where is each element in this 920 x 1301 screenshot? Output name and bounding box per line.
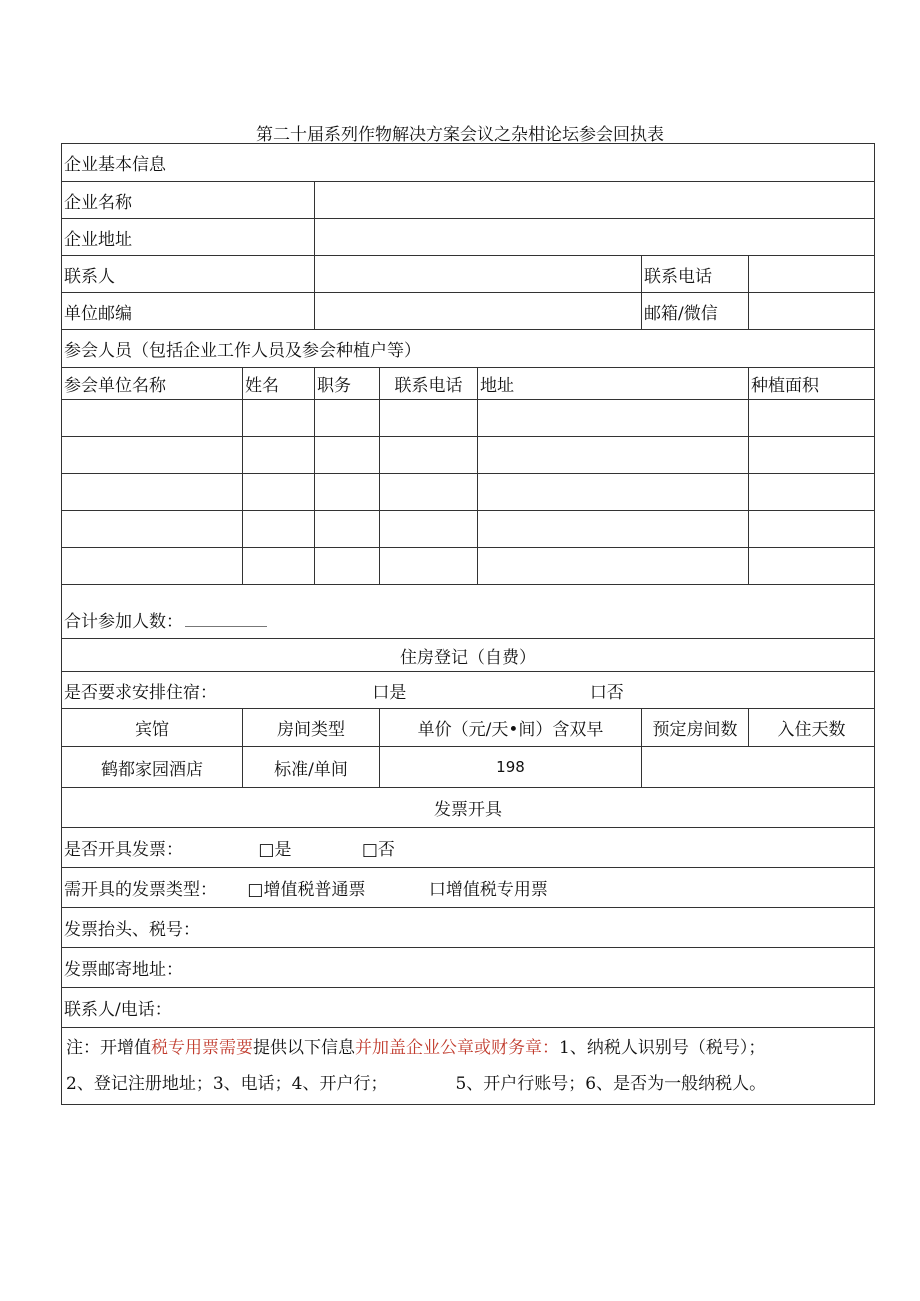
attendee-cell[interactable] — [62, 511, 243, 548]
company-name-label: 企业名称 — [62, 182, 315, 219]
header-area: 种植面积 — [749, 368, 875, 400]
email-wechat-label: 邮箱/微信 — [642, 293, 749, 330]
invoice-type-normal-option[interactable]: □增值税普通票 — [247, 880, 366, 900]
invoice-type-special-option[interactable]: 口增值税专用票 — [428, 880, 548, 900]
invoice-contact-label: 联系人/电话： — [64, 1000, 172, 1020]
company-name-field[interactable] — [315, 182, 875, 219]
invoice-no-option[interactable]: □否 — [361, 840, 395, 860]
registration-form — [61, 143, 875, 1105]
total-attendees-field[interactable] — [185, 612, 267, 627]
attendee-cell[interactable] — [243, 511, 315, 548]
company-address-field[interactable] — [315, 219, 875, 256]
invoice-mail-address-row[interactable] — [62, 948, 875, 988]
attendee-cell[interactable] — [478, 437, 749, 474]
attendee-cell[interactable] — [62, 474, 243, 511]
email-wechat-field[interactable] — [749, 293, 875, 330]
attendee-row — [62, 400, 875, 437]
attendee-row — [62, 548, 875, 585]
invoice-yes-option[interactable]: □是 — [258, 840, 292, 860]
note-line-1 — [64, 1030, 872, 1066]
attendee-cell[interactable] — [380, 400, 478, 437]
header-name: 姓名 — [243, 368, 315, 400]
attendee-cell[interactable] — [380, 548, 478, 585]
lodging-header-room-type: 房间类型 — [243, 709, 380, 747]
attendee-cell[interactable] — [478, 548, 749, 585]
attendee-cell[interactable] — [380, 511, 478, 548]
note-cell — [62, 1028, 875, 1105]
lodging-header-rooms: 预定房间数 — [642, 709, 749, 747]
header-unit-name: 参会单位名称 — [62, 368, 243, 400]
attendee-cell[interactable] — [315, 511, 380, 548]
header-phone: 联系电话 — [380, 368, 478, 400]
lodging-question: 是否要求安排住宿： — [64, 682, 217, 703]
attendee-cell[interactable] — [243, 400, 315, 437]
header-address: 地址 — [478, 368, 749, 400]
total-attendees — [62, 585, 875, 639]
attendee-cell[interactable] — [380, 437, 478, 474]
invoice-question-row — [62, 828, 875, 868]
note-part-5: 1、纳税人识别号（税号）； — [559, 1038, 766, 1058]
contact-label: 联系人 — [62, 256, 315, 293]
contact-phone-field[interactable] — [749, 256, 875, 293]
postcode-field[interactable] — [315, 293, 642, 330]
invoice-question: 是否开具发票： — [64, 840, 183, 860]
contact-phone-label: 联系电话 — [642, 256, 749, 293]
attendee-cell[interactable] — [478, 400, 749, 437]
attendee-cell[interactable] — [315, 548, 380, 585]
note-line-2a: 2、登记注册地址；3、电话；4、开户行； — [66, 1074, 388, 1094]
invoice-contact-row[interactable] — [62, 988, 875, 1028]
attendee-cell[interactable] — [749, 437, 875, 474]
attendee-cell[interactable] — [749, 511, 875, 548]
attendee-cell[interactable] — [243, 548, 315, 585]
attendee-cell[interactable] — [315, 437, 380, 474]
header-position: 职务 — [315, 368, 380, 400]
attendee-cell[interactable] — [243, 437, 315, 474]
attendee-cell[interactable] — [315, 474, 380, 511]
note-part-1: 注：开增值 — [66, 1038, 151, 1058]
section-basic-info: 企业基本信息 — [62, 144, 875, 182]
lodging-header-price: 单价（元/天•间）含双早 — [380, 709, 642, 747]
invoice-type-row — [62, 868, 875, 908]
room-type: 标准/单间 — [243, 747, 380, 788]
attendee-cell[interactable] — [749, 548, 875, 585]
section-attendees: 参会人员（包括企业工作人员及参会种植户等） — [62, 330, 875, 368]
attendee-cell[interactable] — [478, 511, 749, 548]
note-part-4: 并加盖企业公章或财务章： — [355, 1038, 559, 1058]
attendee-cell[interactable] — [749, 400, 875, 437]
attendee-row — [62, 437, 875, 474]
section-invoice: 发票开具 — [62, 788, 875, 828]
attendee-cell[interactable] — [478, 474, 749, 511]
lodging-no-option[interactable]: 口否 — [589, 682, 624, 703]
room-price: 198 — [380, 747, 642, 788]
invoice-title-tax-row[interactable] — [62, 908, 875, 948]
lodging-yes-option[interactable]: 口是 — [372, 682, 407, 703]
total-attendees-label: 合计参加人数： — [64, 612, 183, 632]
lodging-question-row — [62, 672, 875, 709]
note-part-3: 提供以下信息 — [253, 1038, 355, 1058]
note-line-2b: 5、开户行账号；6、是否为一般纳税人。 — [455, 1074, 767, 1094]
hotel-name: 鹤都家园酒店 — [62, 747, 243, 788]
note-line-2 — [64, 1066, 872, 1102]
attendee-cell[interactable] — [380, 474, 478, 511]
form-title: 第二十届系列作物解决方案会议之杂柑论坛参会回执表 — [256, 125, 664, 145]
rooms-days-field[interactable] — [642, 747, 875, 788]
lodging-header-hotel: 宾馆 — [62, 709, 243, 747]
invoice-mail-address-label: 发票邮寄地址： — [64, 960, 183, 980]
attendee-cell[interactable] — [62, 437, 243, 474]
attendee-row — [62, 474, 875, 511]
attendee-cell[interactable] — [62, 548, 243, 585]
attendee-cell[interactable] — [749, 474, 875, 511]
invoice-title-tax-label: 发票抬头、税号： — [64, 920, 200, 940]
postcode-label: 单位邮编 — [62, 293, 315, 330]
note-part-2: 税专用票需要 — [151, 1038, 253, 1058]
attendee-cell[interactable] — [243, 474, 315, 511]
invoice-type-label: 需开具的发票类型： — [64, 880, 217, 900]
attendee-cell[interactable] — [315, 400, 380, 437]
lodging-header-days: 入住天数 — [749, 709, 875, 747]
section-lodging: 住房登记（自费） — [62, 639, 875, 672]
contact-field[interactable] — [315, 256, 642, 293]
attendee-cell[interactable] — [62, 400, 243, 437]
company-address-label: 企业地址 — [62, 219, 315, 256]
attendee-row — [62, 511, 875, 548]
